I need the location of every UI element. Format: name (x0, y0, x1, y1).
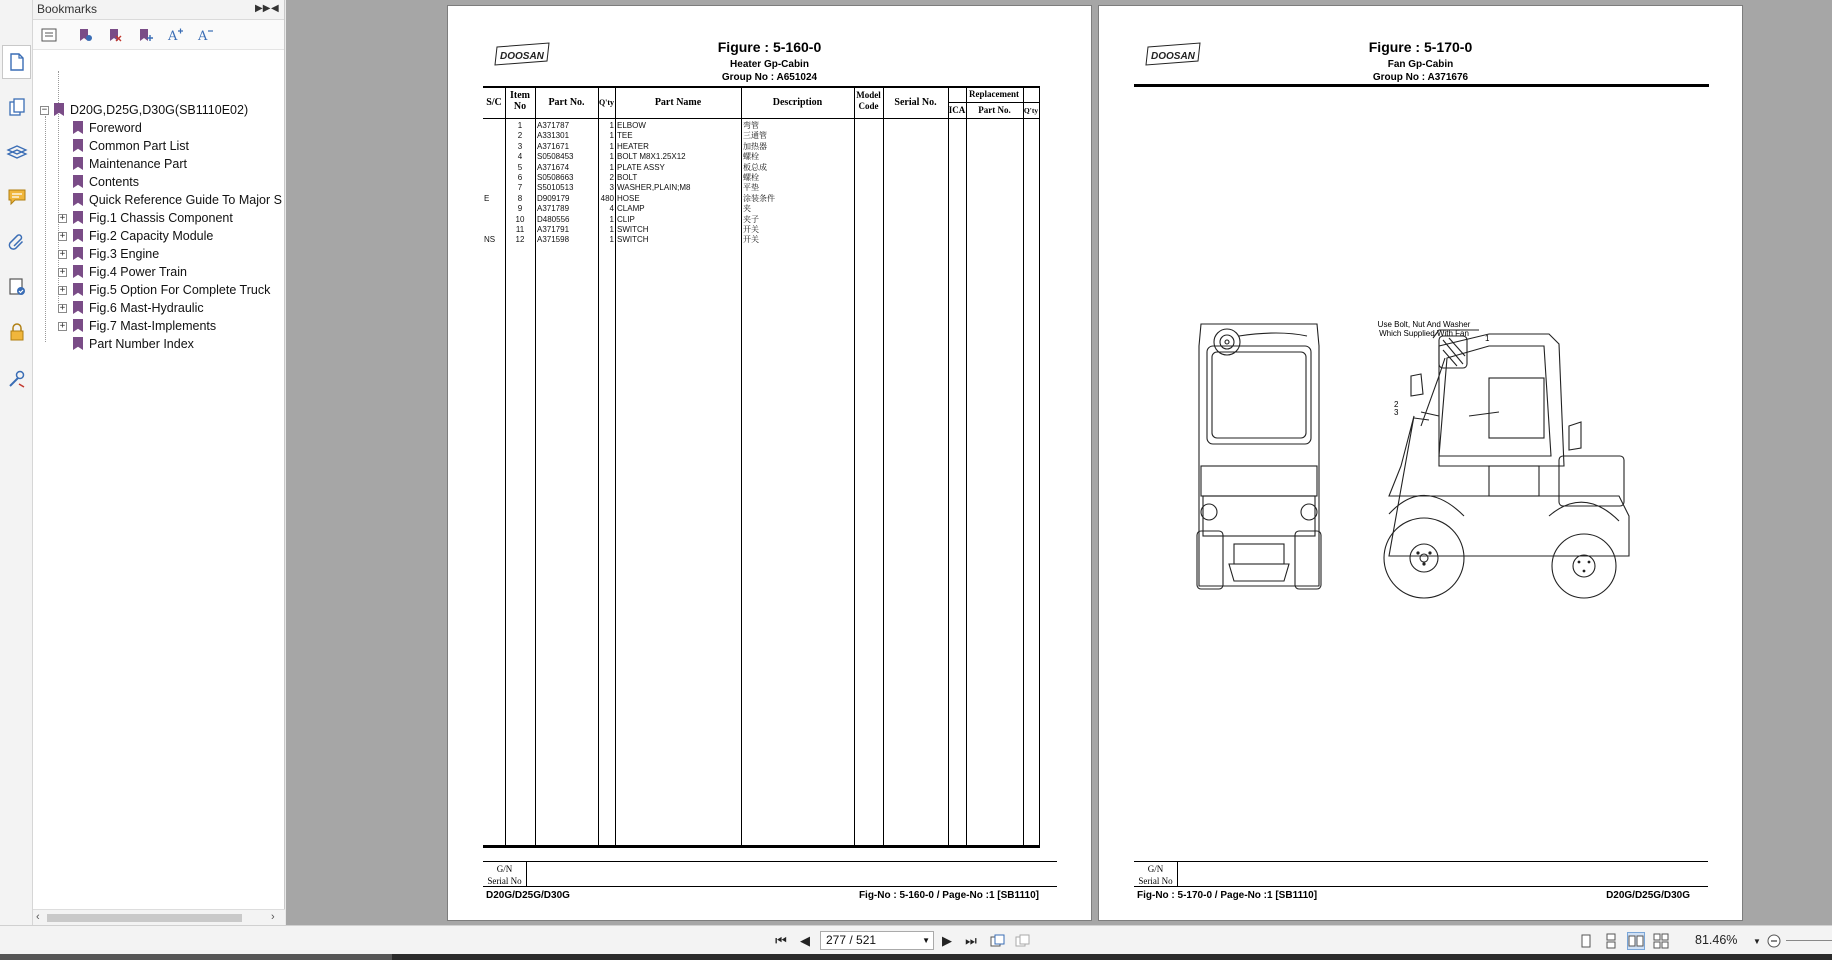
document-page-right (1098, 5, 1743, 921)
cell-part-name: WASHER,PLAIN;M8 (617, 183, 691, 193)
footer-model: D20G/D25G/D30G (1606, 890, 1690, 901)
cell-part-name: HEATER (617, 141, 649, 151)
header-item-no: Item No (510, 90, 530, 112)
cell-description: 开关 (743, 235, 759, 245)
cell-description: 夹子 (743, 214, 759, 224)
cell-part-no: S0508663 (537, 173, 574, 182)
svg-text:A: A (198, 29, 208, 44)
cell-qty: 1 (609, 235, 614, 245)
previous-page-button[interactable]: ◀ (800, 933, 810, 948)
attachments-icon[interactable] (5, 230, 29, 254)
cell-part-no: A371598 (537, 235, 570, 245)
cell-description: 三通管 (743, 131, 767, 141)
header-rep-qty: Q'ty (1023, 106, 1039, 115)
page-navigation-bar (0, 925, 1832, 954)
cell-part-name: CLIP (617, 214, 635, 224)
cell-description: 平垫 (743, 183, 759, 193)
bookmark-foreword[interactable] (73, 119, 142, 137)
new-bookmark-icon[interactable] (75, 26, 95, 44)
bookmark-label: Part Number Index (89, 337, 194, 351)
cell-item-no: 4 (517, 152, 523, 162)
cell-part-no: A371674 (537, 162, 570, 172)
gn-serial-label: G/N Serial No (483, 862, 527, 886)
bookmark-fig4[interactable] (73, 263, 187, 281)
cell-description: 螺栓 (743, 173, 759, 182)
bookmark-icon (54, 103, 64, 116)
cell-part-no: A371789 (537, 204, 570, 214)
cell-description: 板总成 (743, 162, 767, 172)
tools-icon[interactable] (5, 367, 29, 391)
bookmark-fig5[interactable] (73, 281, 270, 299)
cell-item-no: 12 (515, 235, 525, 245)
scroll-right-icon[interactable]: › (271, 911, 275, 923)
security-lock-icon[interactable] (5, 320, 29, 344)
next-view-icon[interactable] (1013, 932, 1031, 950)
zoom-slider[interactable] (1786, 940, 1832, 941)
tree-expander-fig6[interactable]: + (59, 303, 66, 313)
bookmark-maintenance-part[interactable] (73, 155, 187, 173)
bookmark-label: Fig.4 Power Train (89, 265, 187, 279)
comments-icon[interactable] (5, 185, 29, 209)
bookmark-fig6[interactable] (73, 299, 204, 317)
cell-part-name: TEE (617, 131, 633, 141)
bookmark-label: Contents (89, 175, 140, 189)
figure-title: Figure : 5-170-0 (1368, 39, 1473, 55)
cell-item-no: 2 (517, 131, 523, 141)
cell-qty: 1 (609, 141, 614, 151)
figure-title: Figure : 5-160-0 (717, 39, 822, 55)
cell-sc: NS (484, 235, 496, 245)
bookmark-label: D20G,D25G,D30G(SB1110E02) (70, 103, 249, 117)
svg-text:DOOSAN: DOOSAN (1151, 51, 1195, 62)
tree-expander-fig7[interactable]: + (59, 321, 66, 331)
bookmark-icon (73, 139, 83, 152)
drawing-callout-2-3: 2 3 (1394, 400, 1399, 417)
bookmark-label: Foreword (89, 121, 142, 135)
continuous-facing-view-icon[interactable] (1652, 932, 1670, 950)
header-ica: ICA (948, 105, 966, 115)
cell-qty: 1 (609, 225, 614, 234)
cell-qty: 3 (609, 183, 614, 193)
expand-bookmark-icon[interactable] (135, 26, 155, 44)
last-page-button[interactable]: ⏭ (965, 933, 977, 948)
document-view[interactable] (286, 0, 1832, 925)
bookmark-label: Maintenance Part (89, 157, 187, 171)
bookmark-contents[interactable] (73, 173, 139, 191)
bookmark-quick-reference[interactable] (73, 191, 282, 209)
gn-serial-box (1134, 861, 1708, 887)
cell-item-no: 7 (517, 183, 523, 193)
cell-item-no: 3 (517, 141, 523, 151)
cell-part-no: A331301 (537, 131, 570, 141)
panel-options-icon[interactable]: ▶▶ (255, 3, 271, 14)
facing-view-icon[interactable] (1627, 932, 1645, 950)
cell-qty: 4 (609, 204, 614, 214)
zoom-dropdown-icon[interactable]: ▼ (1753, 936, 1761, 946)
gn-serial-label: G/N Serial No (1134, 862, 1178, 886)
cell-sc: E (484, 193, 490, 203)
cell-item-no: 9 (517, 204, 523, 214)
cell-part-no: A371671 (537, 141, 570, 151)
bookmark-common-part-list[interactable] (73, 137, 189, 155)
header-sc: S/C (486, 97, 502, 108)
bookmark-fig2[interactable] (73, 227, 213, 245)
zoom-level[interactable]: 81.46% (1695, 933, 1738, 947)
header-part-no: Part No. (548, 97, 585, 108)
bookmarks-panel-icon[interactable] (2, 45, 31, 79)
footer-fig-page: Fig-No : 5-160-0 / Page-No :1 [SB1110] (858, 890, 1039, 901)
cell-item-no: 11 (515, 225, 525, 234)
cell-description: 加热器 (743, 141, 767, 151)
first-page-button[interactable]: ⏮ (775, 933, 787, 948)
bookmark-fig7[interactable] (73, 317, 216, 335)
header-replacement: Replacement (969, 89, 1019, 99)
page-number-input[interactable] (820, 931, 934, 950)
bookmarks-header (33, 0, 284, 20)
header-part-name: Part Name (654, 97, 702, 108)
cell-qty: 1 (609, 162, 614, 172)
cell-part-no: A371791 (537, 225, 570, 234)
bookmarks-toolbar (33, 20, 284, 50)
cell-part-name: HOSE (617, 193, 640, 203)
figure-subtitle: Heater Gp-Cabin (730, 59, 809, 70)
bookmark-label: Fig.6 Mast-Hydraulic (89, 301, 204, 315)
cell-part-name: SWITCH (617, 235, 649, 245)
layers-icon[interactable] (5, 140, 29, 164)
bookmark-label: Common Part List (89, 139, 190, 153)
bookmark-icon (73, 319, 83, 332)
bookmark-label: Fig.7 Mast-Implements (89, 319, 217, 333)
drawing-callout-1: 1 (1485, 334, 1490, 343)
page-indicator: 277 / 521 (826, 933, 877, 947)
bookmark-fig3[interactable] (73, 245, 159, 263)
header-description: Description (772, 97, 823, 108)
cell-qty: 1 (609, 121, 614, 130)
header-rep-part-no: Part No. (978, 105, 1011, 115)
cell-part-no: A371787 (537, 121, 570, 130)
group-number: Group No : A371676 (1372, 72, 1469, 83)
bookmark-part-number-index[interactable] (73, 335, 194, 353)
cell-part-no: S0508453 (537, 152, 574, 162)
decrease-text-size-icon[interactable] (195, 26, 215, 44)
increase-text-size-icon[interactable] (165, 26, 185, 44)
chevron-down-icon[interactable]: ▼ (922, 936, 930, 945)
parts-table (483, 86, 1040, 848)
single-page-view-icon[interactable] (1577, 932, 1595, 950)
cell-part-name: CLAMP (617, 204, 645, 214)
cell-part-no: S5010513 (537, 183, 574, 193)
cell-item-no: 10 (515, 214, 525, 224)
page-thumbnails-icon[interactable] (5, 95, 29, 119)
header-serial-no: Serial No. (894, 97, 937, 108)
cell-qty: 480 (600, 193, 614, 203)
tree-expander-fig5[interactable]: + (59, 285, 66, 295)
cell-description: 涂装条件 (743, 193, 775, 203)
tree-expander-fig2[interactable]: + (59, 231, 66, 241)
bookmark-icon (73, 247, 83, 260)
cell-description: 开关 (743, 225, 759, 234)
cell-item-no: 5 (517, 162, 523, 172)
tree-root-expander[interactable]: − (41, 105, 48, 115)
continuous-view-icon[interactable] (1602, 932, 1620, 950)
zoom-out-icon[interactable] (1765, 932, 1783, 950)
header-qty: Q'ty (598, 98, 615, 107)
bookmark-root[interactable] (54, 101, 248, 119)
cell-description: 螺栓 (743, 152, 759, 162)
bookmarks-panel (33, 0, 285, 925)
collapse-panel-icon[interactable]: ◀ (271, 3, 279, 14)
cell-part-name: PLATE ASSY (617, 162, 665, 172)
bookmark-icon (73, 193, 83, 206)
cell-part-no: D480556 (537, 214, 570, 224)
svg-text:A: A (168, 29, 178, 44)
gn-serial-box (483, 861, 1057, 887)
cell-description: 夹 (743, 204, 751, 214)
group-number: Group No : A651024 (721, 72, 818, 83)
window-bottom-strip (0, 954, 1832, 960)
tree-expander-fig1[interactable]: + (59, 213, 66, 223)
bookmarks-title: Bookmarks (37, 2, 98, 16)
tree-expander-fig3[interactable]: + (59, 249, 66, 259)
bookmark-label: Fig.2 Capacity Module (89, 229, 214, 243)
figure-subtitle: Fan Gp-Cabin (1387, 59, 1454, 70)
bookmark-fig1[interactable] (73, 209, 233, 227)
cell-part-name: BOLT (617, 173, 638, 182)
cell-qty: 1 (609, 214, 614, 224)
signatures-icon[interactable] (5, 275, 29, 299)
document-page-left (447, 5, 1092, 921)
bookmark-icon (73, 211, 83, 224)
bookmark-label: Fig.3 Engine (89, 247, 160, 261)
forklift-cabin-drawing (1189, 316, 1659, 606)
bookmark-label: Fig.5 Option For Complete Truck (89, 283, 271, 297)
bookmark-options-icon[interactable] (39, 26, 59, 44)
bookmark-icon (73, 337, 83, 350)
footer-fig-page: Fig-No : 5-170-0 / Page-No :1 [SB1110] (1137, 890, 1318, 901)
cell-description: 弯管 (743, 121, 759, 130)
header-rule (1134, 84, 1709, 87)
tree-expander-fig4[interactable]: + (59, 267, 66, 277)
header-model-code: Model Code (856, 90, 881, 111)
bookmark-icon (73, 265, 83, 278)
bookmark-icon (73, 175, 83, 188)
cell-item-no: 1 (517, 121, 523, 130)
side-toolbar (0, 0, 33, 925)
cell-part-no: D909179 (537, 193, 570, 203)
bookmark-icon (73, 229, 83, 242)
cell-qty: 1 (609, 152, 614, 162)
bookmark-icon (73, 283, 83, 296)
cell-item-no: 8 (517, 193, 523, 203)
bookmark-label: Quick Reference Guide To Major S (89, 193, 282, 207)
cell-part-name: BOLT M8X1.25X12 (617, 152, 686, 162)
footer-model: D20G/D25G/D30G (486, 890, 570, 901)
bookmark-label: Fig.1 Chassis Component (89, 211, 233, 225)
svg-text:DOOSAN: DOOSAN (500, 51, 544, 62)
scroll-left-icon[interactable]: ‹ (36, 911, 40, 923)
cell-item-no: 6 (517, 173, 523, 182)
next-page-button[interactable]: ▶ (942, 933, 952, 948)
bookmark-icon (73, 301, 83, 314)
drawing-callout-note: Use Bolt, Nut And Washer Which Supplied With Fan (1377, 320, 1471, 338)
scrollbar-thumb[interactable] (47, 914, 242, 922)
previous-view-icon[interactable] (988, 932, 1006, 950)
cell-part-name: SWITCH (617, 225, 649, 234)
cell-qty: 1 (609, 131, 614, 141)
bookmark-icon (73, 157, 83, 170)
cell-part-name: ELBOW (617, 121, 646, 130)
tree-guide-line (45, 116, 46, 342)
delete-bookmark-icon[interactable] (105, 26, 125, 44)
bookmark-icon (73, 121, 83, 134)
cell-qty: 2 (609, 173, 614, 182)
bookmarks-horizontal-scrollbar[interactable] (33, 909, 285, 925)
